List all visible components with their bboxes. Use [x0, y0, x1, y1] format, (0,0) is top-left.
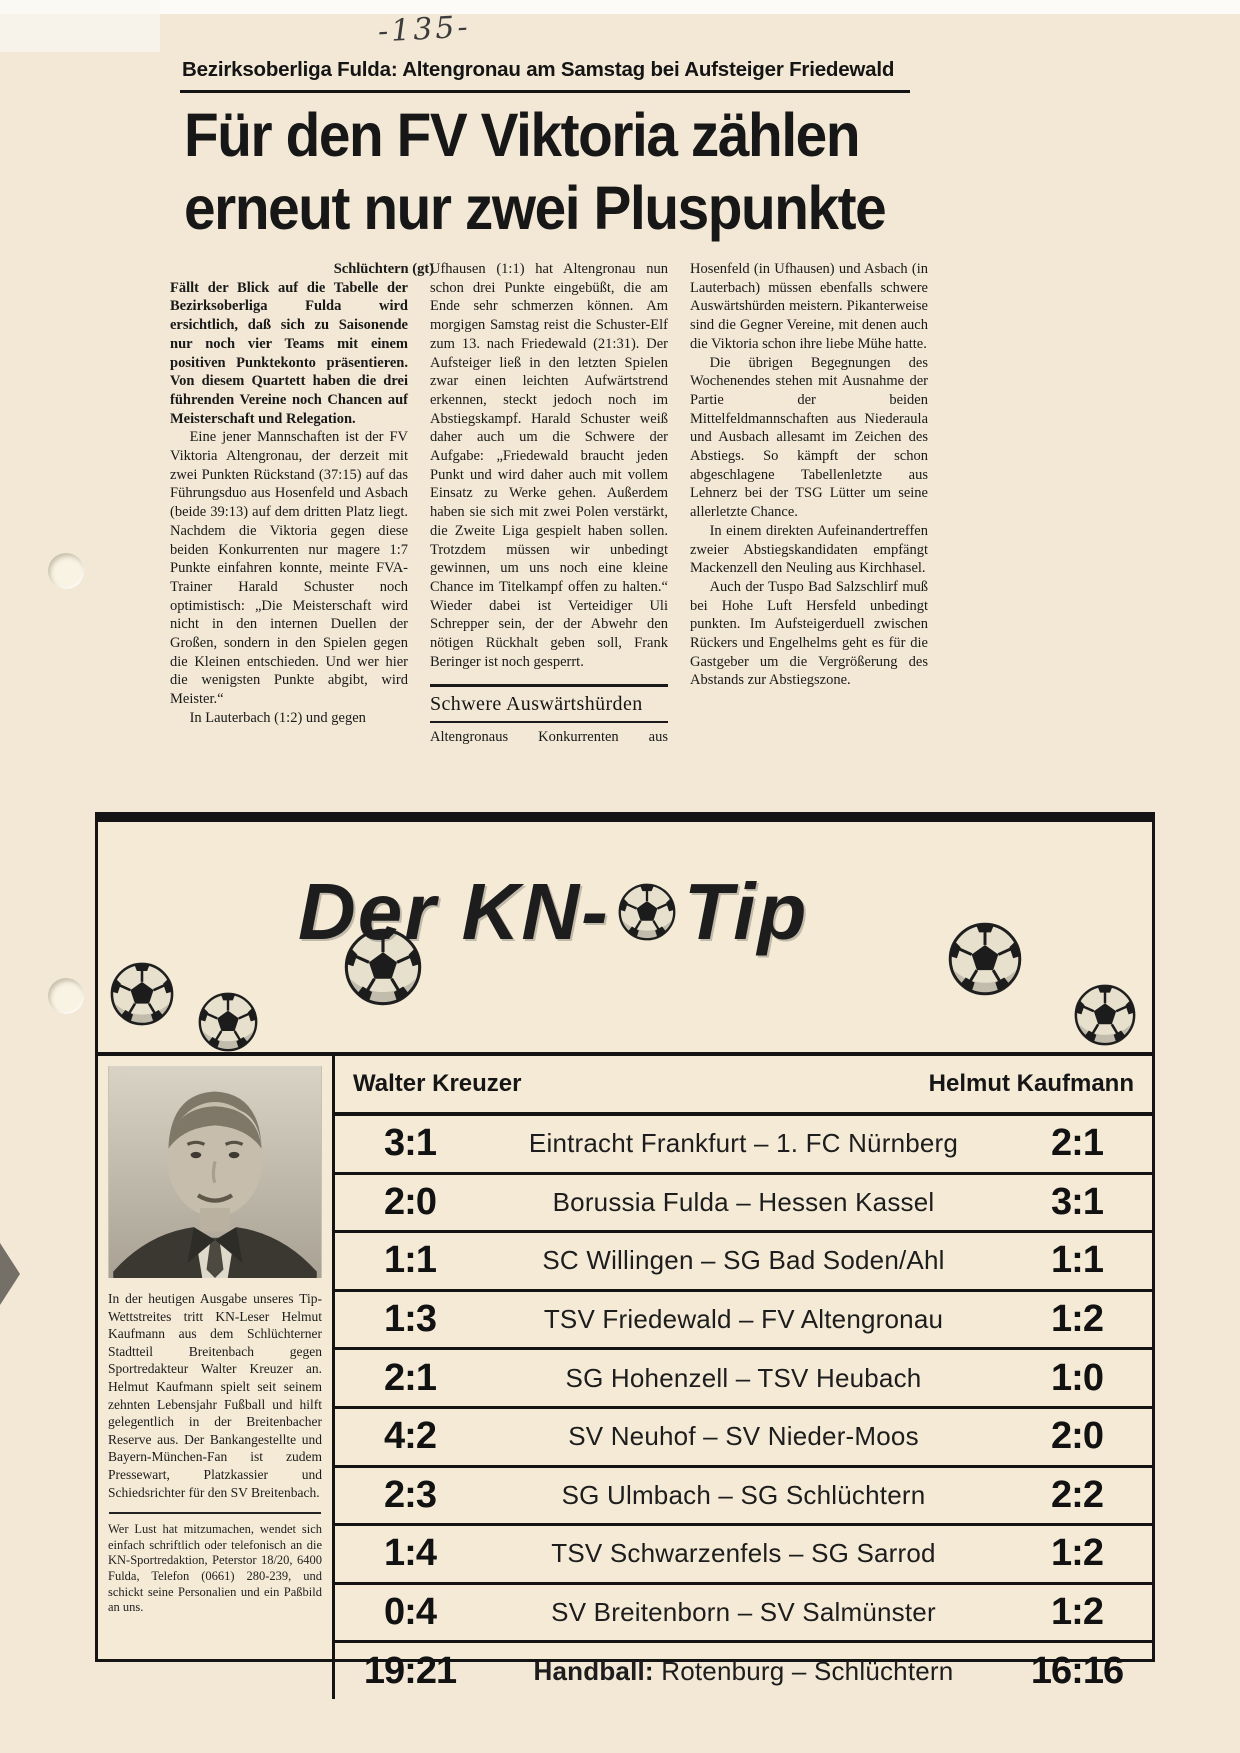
match-name: SG Hohenzell – TSV Heubach: [565, 1362, 922, 1393]
article-headline: [184, 99, 938, 245]
article-paragraph: Hosenfeld (in Ufhausen) und Asbach (in Lauterbach) müssen ebenfalls schwere Auswärtshürden meistern. Pikanterweise sind die Gegner Vereine, mit denen auch die Viktoria schon ihre liebe Mühe hatte.: [690, 261, 928, 352]
tip-right-score: 1:2: [1051, 1298, 1103, 1341]
kn-tip-title-left: Der KN-: [298, 867, 610, 956]
handwritten-page-number: -135-: [377, 9, 472, 50]
tip-right-score: 16:16: [1030, 1649, 1124, 1692]
match-name: SV Breitenborn – SV Salmünster: [551, 1597, 936, 1628]
tip-right-score: 2:2: [1051, 1473, 1103, 1516]
tip-right-score: 2:0: [1051, 1415, 1103, 1458]
tip-row: [335, 1350, 1152, 1409]
tip-left-score: 3:1: [384, 1122, 436, 1165]
sidebar-divider: [109, 1512, 321, 1514]
match-teams: Rotenburg – Schlüchtern: [661, 1655, 954, 1686]
tip-right-score: 1:2: [1051, 1591, 1103, 1634]
match-sport-prefix: Handball:: [533, 1655, 654, 1686]
tip-left-score: 19:21: [363, 1649, 457, 1692]
article-paragraph: Eine jener Mannschaften ist der FV Viktoria Altengronau, der derzeit mit zwei Punkten Rückstand (37:15) auf das Führungsduo aus Hosenfeld und Asbach (beide 39:13) auf dem dritten Platz liegt. Nachdem die Viktoria gegen diese beiden Konkurrenten nur magere 1:7 Punkte einfahren konnte, meinte FVA-Trainer Harald Schuster noch optimistisch: „Die Meisterschaft wird nicht in den internen Duellen der Großen, sondern in den Spielen gegen die Kleinen entschieden. Und wer hier die wenigsten Punkte abgibt, wird Meister.“: [170, 429, 408, 708]
tip-table: [335, 1056, 1152, 1699]
tip-row: [335, 1526, 1152, 1585]
tip-left-score: 0:4: [384, 1591, 436, 1634]
kn-tip-body: [98, 1052, 1152, 1699]
soccer-ball-icon: [618, 883, 676, 941]
columnist-left-name: Walter Kreuzer: [353, 1070, 522, 1097]
tip-right-score: 3:1: [1051, 1180, 1103, 1223]
match-name: Eintracht Frankfurt – 1. FC Nürnberg: [528, 1128, 959, 1159]
tip-row: [335, 1585, 1152, 1644]
scan-edge-corner: [0, 0, 160, 52]
scan-artifact: [0, 1243, 20, 1305]
article-byline: Schlüchtern (gt): [333, 261, 434, 277]
tip-right-score: 1:0: [1051, 1356, 1103, 1399]
newspaper-article: [170, 55, 932, 935]
kn-tip-title: [298, 866, 1152, 958]
tip-right-score: 2:1: [1051, 1122, 1103, 1165]
article-paragraph: Altengronaus Konkurrenten aus: [430, 729, 668, 746]
match-name: [485, 1656, 1002, 1687]
article-kicker: Bezirksoberliga Fulda: Altengronau am Samstag bei Aufsteiger Friedewald: [182, 58, 895, 81]
tip-left-score: 1:1: [384, 1239, 436, 1282]
article-paragraph: Ufhausen (1:1) hat Altengronau nun schon drei Punkte eingebüßt, die am Ende sehr schmerzen können. Am morgigen Samstag reist die Schuster-Elf zum 13. nach Friedewald (21:31). Der Aufsteiger ließ in den letzten Spielen zwar einen leichten Aufwärtstrend erkennen, steckt jedoch noch im Abstiegskampf. Harald Schuster weiß daher auch um die Schwere der Aufgabe: „Friedewald braucht jeden Punkt und wird daher auch mit vollem Einsatz zu Werke gehen. Außerdem haben sie sich mit zwei Polen verstärkt, die Zweite Liga gespielt haben sollen. Trotzdem müssen wir unbedingt gewinnen, um uns noch eine kleine Chance im Titelkampf offen zu halten.“ Wieder dabei ist Verteidiger Uli Schrepper sein, der der Abwehr den nötigen Rückhalt geben soll, Frank Beringer ist noch gesperrt.: [430, 261, 668, 670]
match-name: TSV Schwarzenfels – SG Sarrod: [551, 1538, 936, 1569]
match-name: SV Neuhof – SV Nieder-Moos: [568, 1421, 919, 1452]
portrait-photo: [108, 1066, 322, 1278]
match-name: Borussia Fulda – Hessen Kassel: [552, 1186, 935, 1217]
tip-row: [335, 1116, 1152, 1175]
scan-edge-top: [0, 0, 1240, 14]
tip-row: [335, 1409, 1152, 1468]
headline-line-1: Für den FV Viktoria zählen: [184, 101, 860, 169]
article-lead-paragraph: Fällt der Blick auf die Tabelle der Bezirksoberliga Fulda wird ersichtlich, daß sich zu Saisonende nur noch vier Teams mit einem positiven Punktekonto präsentieren. Von diesem Quartett haben die drei führenden Vereine noch Chancen auf Meisterschaft und Relegation.: [170, 279, 408, 427]
headline-line-2: erneut nur zwei Pluspunkte: [184, 174, 886, 242]
columnist-right-name: Helmut Kaufmann: [928, 1070, 1134, 1097]
soccer-ball-icon: [198, 992, 258, 1052]
tip-row: [335, 1292, 1152, 1351]
match-name: SG Ulmbach – SG Schlüchtern: [561, 1479, 926, 1510]
tip-left-score: 2:0: [384, 1180, 436, 1223]
kn-tip-title-right: Tip: [683, 867, 809, 956]
tip-left-score: 2:1: [384, 1356, 436, 1399]
article-paragraph: In Lauterbach (1:2) und gegen: [189, 709, 366, 726]
match-name: TSV Friedewald – FV Altengronau: [543, 1304, 944, 1335]
tip-left-score: 1:4: [384, 1532, 436, 1575]
tip-left-score: 1:3: [384, 1298, 436, 1341]
kicker-underline: [180, 90, 910, 93]
tip-row-handball: [335, 1643, 1152, 1699]
tip-row: [335, 1468, 1152, 1527]
punch-hole-top: [48, 553, 84, 589]
article-paragraph: Auch der Tuspo Bad Salzschlirf muß bei Hohe Luft Hersfeld unbedingt punkten. Im Aufsteigerduell zwischen Rückers und Engelhelms geht es für die Gastgeber um die Vergrößerung des Abstands zur Abstiegszone.: [690, 578, 928, 689]
tip-right-score: 1:1: [1051, 1239, 1103, 1282]
tip-table-header: [335, 1056, 1152, 1116]
tip-row: [335, 1233, 1152, 1292]
kn-tip-box: [95, 812, 1155, 1692]
article-paragraph: Die übrigen Begegnungen des Wochenendes stehen mit Ausnahme der Partie der beiden Mittelfeldmannschaften aus Niederaula und Ausbach allesamt im Zeichen des Abstiegs. So kämpft der schon abgeschlagene Tabellenletzte aus Lehnerz bei der TSG Lütter um seine allerletzte Chance.: [690, 354, 928, 521]
article-paragraph: In einem direkten Aufeinandertreffen zweier Abstiegskandidaten empfängt Mackenzell den Neuling aus Kirchhasel.: [690, 522, 928, 577]
kn-tip-participation-note: Wer Lust hat mitzumachen, wendet sich einfach schriftlich oder telefonisch an die KN-Sportredaktion, Peterstor 18/20, 6400 Fulda, Telefon (0661) 280-239, und schickt seine Personalien und ein Paßbild an uns.: [108, 1522, 322, 1615]
soccer-ball-icon: [1074, 984, 1136, 1046]
soccer-ball-icon: [110, 962, 174, 1026]
tip-left-score: 2:3: [384, 1473, 436, 1516]
match-name: SC Willingen – SG Bad Soden/Ahl: [542, 1245, 945, 1276]
kn-tip-intro-text: In der heutigen Ausgabe unseres Tip-Wettstreites tritt KN-Leser Helmut Kaufmann aus dem Schlüchterner Stadtteil Breitenbach gegen Sportredakteur Walter Kreuzer an. Helmut Kaufmann spielt seit seinem zehnten Lebensjahr Fußball und hilft gelegentlich in der Breitenbacher Reserve aus. Der Bankangestellte und Bayern-München-Fan ist zudem Pressewart, Platzkassier und Schiedsrichter für den SV Breitenbach.: [108, 1291, 322, 1500]
kn-tip-title-band: [98, 866, 1152, 1052]
article-subheading: Schwere Auswärtshürden: [430, 684, 668, 723]
tip-left-score: 4:2: [384, 1415, 436, 1458]
tip-row: [335, 1175, 1152, 1234]
tip-right-score: 1:2: [1051, 1532, 1103, 1575]
kn-tip-sidebar: [98, 1056, 335, 1699]
punch-hole-bottom: [48, 978, 84, 1014]
